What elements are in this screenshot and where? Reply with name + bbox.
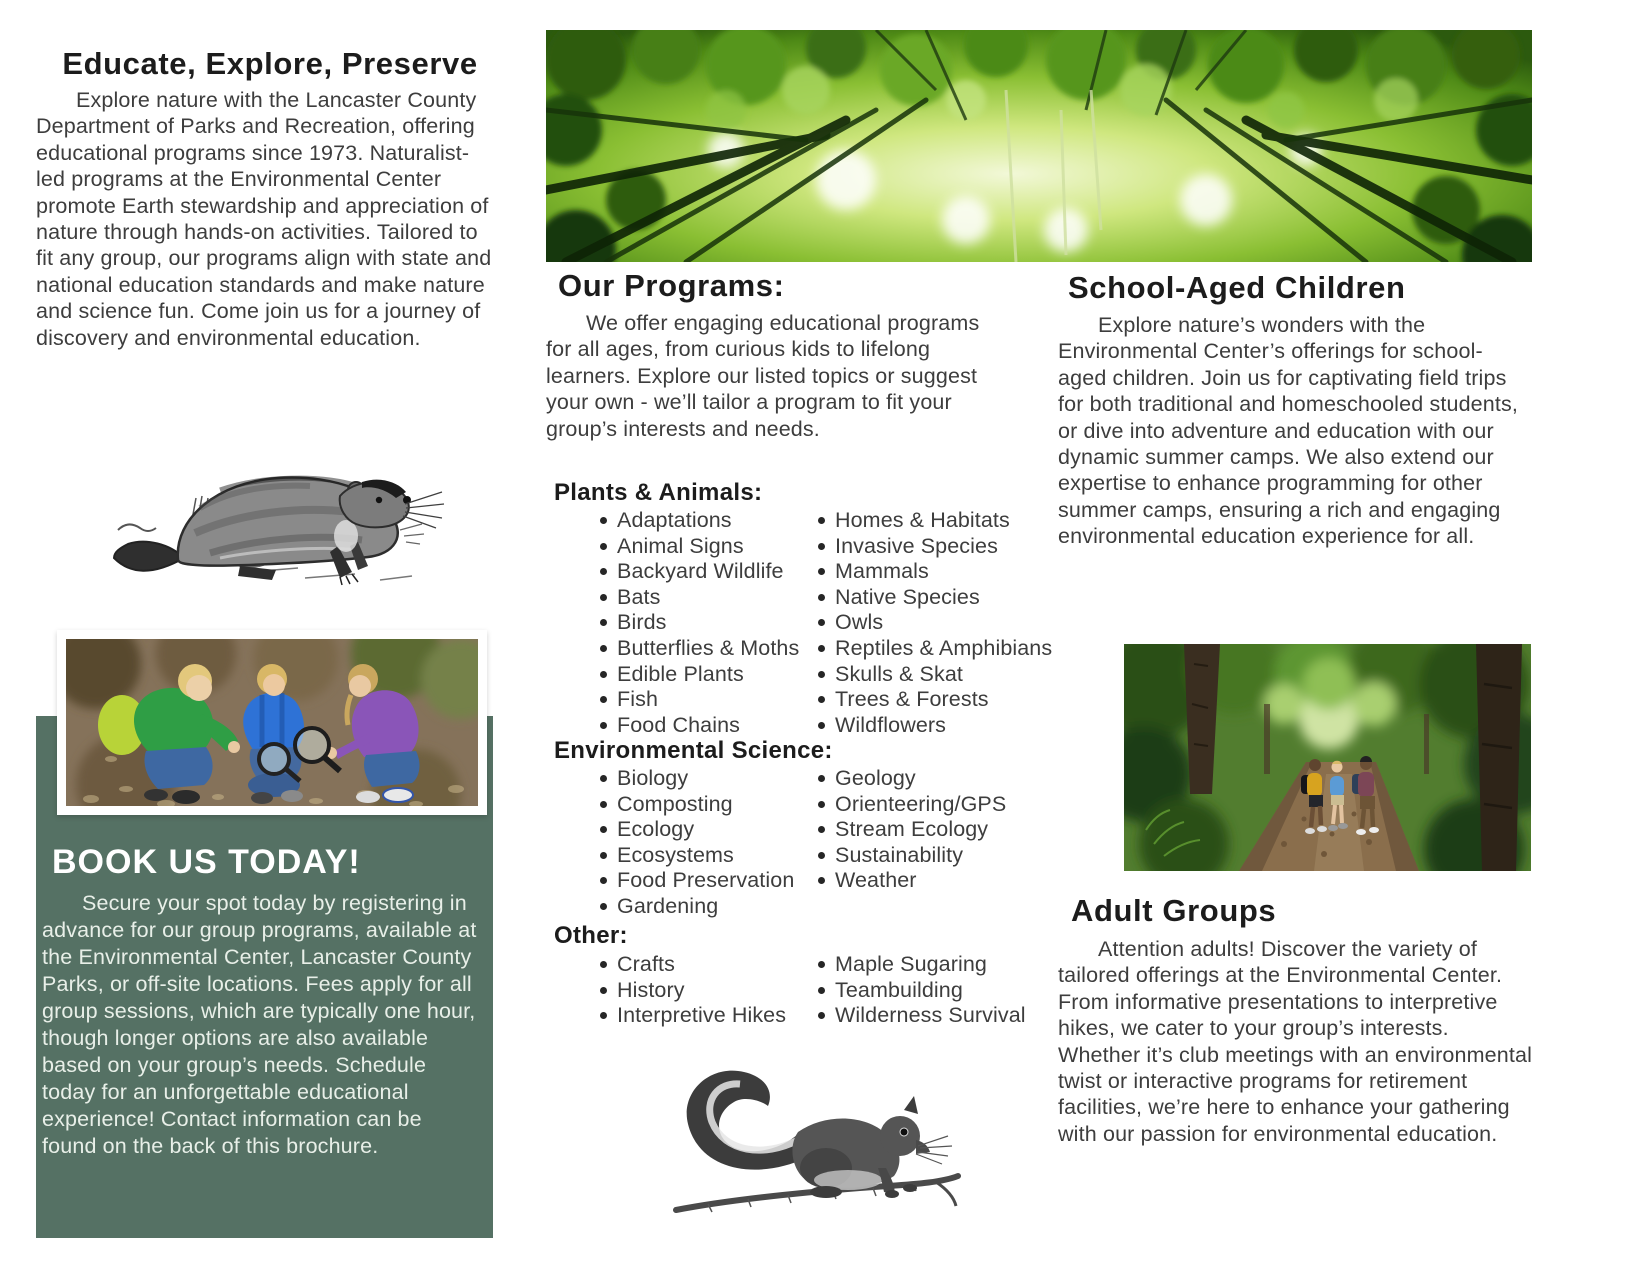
right-panel	[1050, 262, 1550, 1275]
program-item: Wildflowers	[816, 713, 1061, 739]
program-item: Wilderness Survival	[816, 1003, 1061, 1029]
other-heading: Other:	[554, 922, 628, 949]
left-panel	[0, 0, 520, 1275]
program-item: Birds	[598, 610, 820, 636]
other-list-right	[816, 952, 1061, 1029]
program-item: Weather	[816, 868, 1061, 894]
program-item: Interpretive Hikes	[598, 1003, 820, 1029]
program-item: Food Chains	[598, 713, 820, 739]
program-item: Butterflies & Moths	[598, 636, 820, 662]
program-item: Sustainability	[816, 843, 1061, 869]
program-item: Teambuilding	[816, 978, 1061, 1004]
program-item: Geology	[816, 766, 1061, 792]
children-photo	[57, 630, 487, 815]
program-item: Trees & Forests	[816, 687, 1061, 713]
plants-animals-heading: Plants & Animals:	[554, 479, 763, 506]
program-item: Backyard Wildlife	[598, 559, 820, 585]
school-aged-paragraph: Explore nature’s wonders with the Environmental Center’s offerings for school-aged children. Join us for captivating field trips for both traditional and homeschooled students, or dive into adventure and education with our dynamic summer camps. We also extend our expertise to enhance programming for other summer camps, ensuring a rich and engaging environmental education experience for all.	[1058, 313, 1519, 549]
other-list-left	[598, 952, 820, 1029]
program-item: Owls	[816, 610, 1061, 636]
program-item: Stream Ecology	[816, 817, 1061, 843]
environmental-science-list-left	[598, 766, 820, 920]
environmental-science-list-right	[816, 766, 1061, 894]
program-item: Ecosystems	[598, 843, 820, 869]
program-item: Biology	[598, 766, 820, 792]
program-item: Crafts	[598, 952, 820, 978]
book-us-paragraph: Secure your spot today by registering in advance for our group programs, available at the Environmental Center, Lancaster County Parks, or off-site locations. Fees apply for all group sessions, which are typically one hour, though longer options are also available based on your group’s needs. Schedule today for an unforgettable educational experience! Contact information can be found on the back of this brochure.	[42, 891, 477, 1158]
program-item: Skulls & Skat	[816, 662, 1061, 688]
program-item: Reptiles & Amphibians	[816, 636, 1061, 662]
groundhog-illustration	[100, 438, 445, 593]
squirrel-illustration	[648, 1040, 973, 1235]
adult-groups-title: Adult Groups	[1071, 893, 1277, 928]
left-title: Educate, Explore, Preserve	[62, 46, 478, 81]
middle-panel	[540, 262, 1053, 1275]
program-item: History	[598, 978, 820, 1004]
environmental-science-heading: Environmental Science:	[554, 737, 833, 764]
program-item: Orienteering/GPS	[816, 792, 1061, 818]
programs-title: Our Programs:	[558, 268, 785, 303]
plants-animals-list-left	[598, 508, 820, 738]
program-item: Fish	[598, 687, 820, 713]
program-item: Gardening	[598, 894, 820, 920]
left-intro-paragraph: Explore nature with the Lancaster County Department of Parks and Recreation, offering educational programs since 1973. Naturalist-led programs at the Environmental Center promote Earth stewardship and appreciation of nature through hands-on activities. Tailored to fit any group, our programs align with state and national education standards and make nature and science fun. Come join us for a journey of discovery and environmental education.	[36, 88, 492, 350]
program-item: Composting	[598, 792, 820, 818]
program-item: Food Preservation	[598, 868, 820, 894]
school-aged-title: School-Aged Children	[1068, 270, 1406, 305]
plants-animals-list-right	[816, 508, 1061, 738]
program-item: Homes & Habitats	[816, 508, 1061, 534]
programs-intro-paragraph: We offer engaging educational programs for all ages, from curious kids to lifelong learners. Explore our listed topics or suggest your own - we’ll tailor a program to fit your group’s interests and needs.	[546, 311, 980, 441]
program-item: Ecology	[598, 817, 820, 843]
program-item: Animal Signs	[598, 534, 820, 560]
adult-groups-paragraph: Attention adults! Discover the variety of tailored offerings at the Environmental Center. From informative presentations to interpretive hikes, we cater to your group’s interests. Whether it’s club meetings with an environmental twist or interactive programs for retirement facilities, we’re here to enhance your gathering with our passion for environmental education.	[1058, 937, 1533, 1146]
program-item: Bats	[598, 585, 820, 611]
program-item: Adaptations	[598, 508, 820, 534]
program-item: Native Species	[816, 585, 1061, 611]
program-item: Maple Sugaring	[816, 952, 1061, 978]
program-item: Mammals	[816, 559, 1061, 585]
book-us-title: BOOK US TODAY!	[52, 843, 361, 881]
program-item: Invasive Species	[816, 534, 1061, 560]
hikers-photo	[1124, 644, 1531, 871]
program-item: Edible Plants	[598, 662, 820, 688]
canopy-photo	[546, 30, 1532, 262]
